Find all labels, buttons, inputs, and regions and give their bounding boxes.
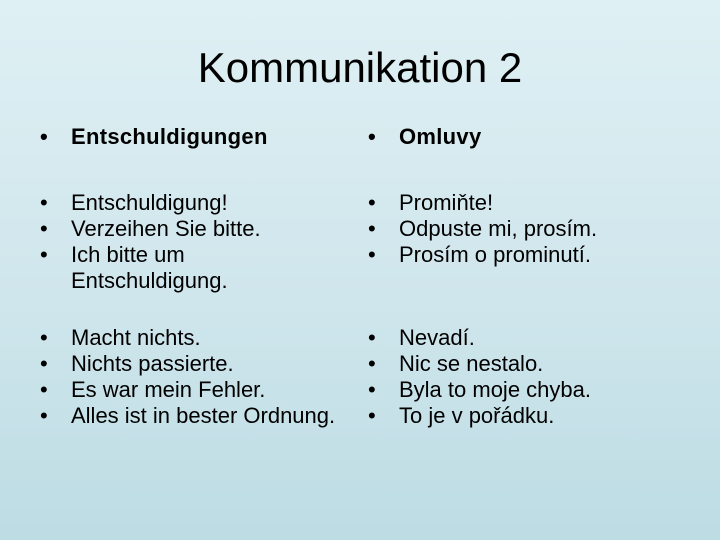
left-heading: Entschuldigungen — [71, 124, 268, 149]
list-item-text: Nevadí. — [399, 325, 475, 350]
list-item — [40, 403, 340, 429]
list-item — [40, 124, 340, 150]
bullet: • — [40, 351, 48, 376]
bullet: • — [368, 216, 376, 241]
bullet: • — [368, 190, 376, 215]
bullet: • — [368, 403, 376, 428]
bullet: • — [368, 351, 376, 376]
bullet: • — [40, 403, 48, 428]
list-item — [368, 242, 698, 268]
right-column — [368, 124, 698, 429]
bullet: • — [368, 377, 376, 402]
list-item-text: Byla to moje chyba. — [399, 377, 591, 402]
left-heading-list — [40, 124, 340, 150]
list-item-text: Nichts passierte. — [71, 351, 234, 376]
list-item — [40, 325, 340, 351]
list-item-text: Prosím o prominutí. — [399, 242, 591, 267]
right-heading-list — [368, 124, 698, 150]
list-item — [40, 242, 340, 294]
list-item — [40, 190, 340, 216]
list-item — [368, 377, 698, 403]
bullet: • — [40, 377, 48, 402]
right-heading: Omluvy — [399, 124, 482, 149]
list-item-text: Entschuldigung! — [71, 190, 228, 215]
list-item-text: Macht nichts. — [71, 325, 201, 350]
list-item — [40, 377, 340, 403]
bullet: • — [40, 242, 48, 267]
bullet: • — [368, 325, 376, 350]
bullet: • — [40, 216, 48, 241]
list-item — [368, 351, 698, 377]
list-item — [368, 216, 698, 242]
bullet: • — [368, 124, 377, 149]
list-item — [368, 403, 698, 429]
left-column — [40, 124, 340, 429]
right-group2-list — [368, 325, 698, 429]
list-item-text: Promiňte! — [399, 190, 494, 215]
list-item — [40, 351, 340, 377]
bullet: • — [40, 190, 48, 215]
list-item — [40, 216, 340, 242]
list-item-text: Alles ist in bester Ordnung. — [71, 403, 336, 428]
list-item — [368, 325, 698, 351]
list-item-text: Es war mein Fehler. — [71, 377, 266, 402]
list-item-text: Nic se nestalo. — [399, 351, 544, 376]
list-item-text: To je v pořádku. — [399, 403, 555, 428]
bullet: • — [368, 242, 376, 267]
list-item — [368, 124, 698, 150]
right-group1-list — [368, 190, 698, 268]
list-item — [368, 190, 698, 216]
bullet: • — [40, 325, 48, 350]
list-item-text: Ich bitte um Entschuldigung. — [71, 242, 228, 293]
slide-title: Kommunikation 2 — [197, 44, 523, 91]
list-item-text: Odpuste mi, prosím. — [399, 216, 598, 241]
bullet: • — [40, 124, 49, 149]
list-item-text: Verzeihen Sie bitte. — [71, 216, 261, 241]
left-group2-list — [40, 325, 340, 429]
left-group1-list — [40, 190, 340, 294]
